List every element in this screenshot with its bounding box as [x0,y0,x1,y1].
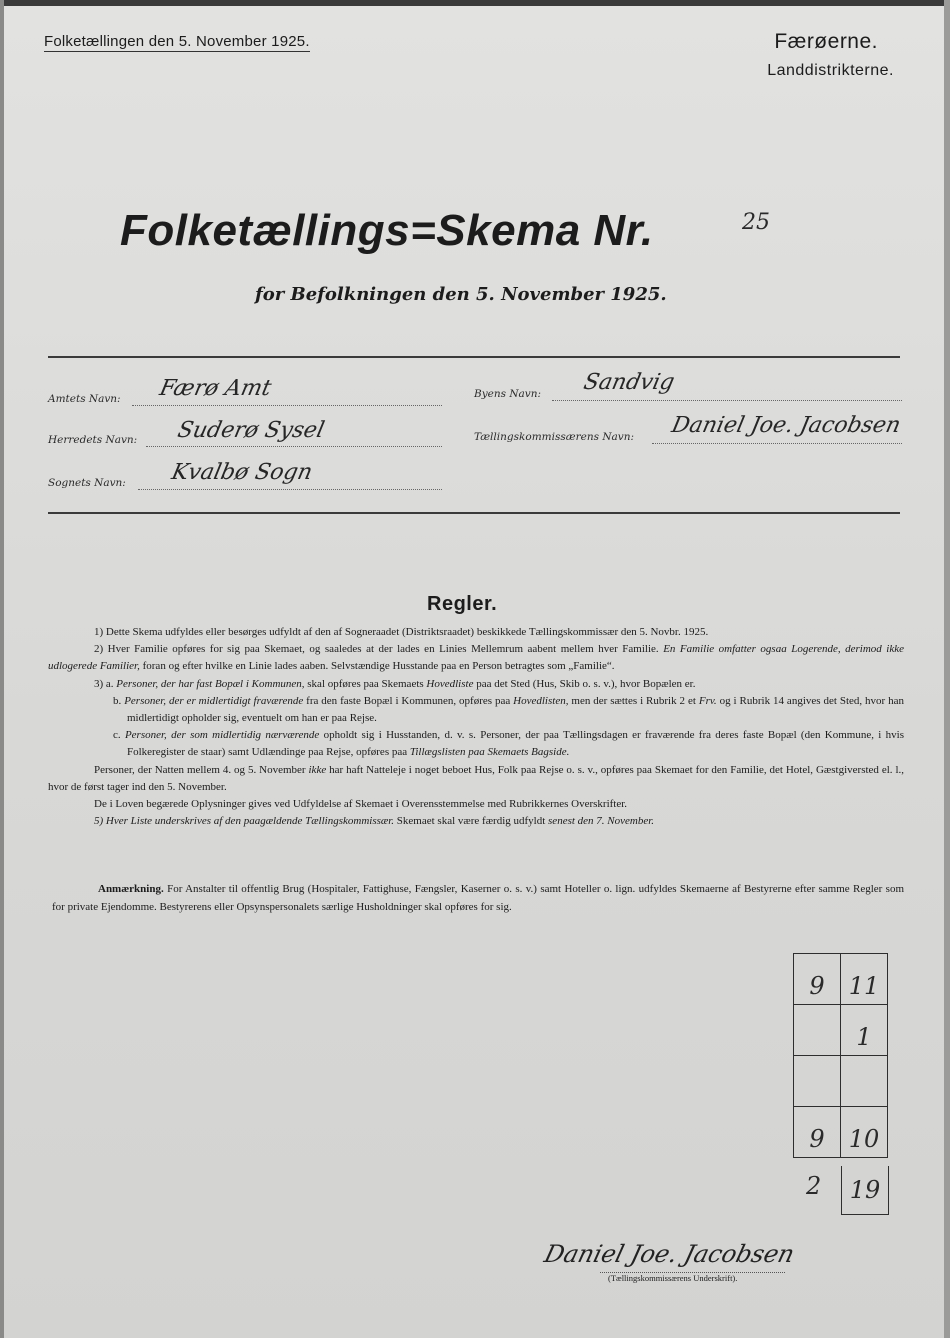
rule-4: Personer, der Natten mellem 4. og 5. November ikke har haft Natteleje i noget beboet Hus, Folk paa Rejse o. s. v., opføres paa Skemaet for den Familie, det Hotel, Gæstgiversted el. l., hvor de først tager ind den 5. November. [48,763,905,793]
tally-row [794,1005,888,1056]
region-header: Færøerne. [774,30,878,53]
rule-6: 5) Hver Liste underskrives af den paagældende Tællingskommissær. Skemaet skal være færdig udfyldt senest den 7. November. [94,815,655,828]
by-line [552,400,902,401]
top-divider [48,356,900,358]
rule-1: 1) Dette Skema udfyldes eller besørges udfyldt af den af Sogneraadet (Distriktsraadet) beskikkede Tællingskommissær den 5. Novbr. 1925. [94,626,709,638]
kommissaer-line [652,443,902,444]
tally-cell [794,1005,841,1056]
kommissaer-label: Tællingskommissærens Navn: [474,431,635,443]
bottom-divider [48,512,900,514]
tally-row [794,1107,888,1158]
by-value: Sandvig [581,370,677,395]
rules-heading: Regler. [427,593,498,615]
form-number-handwritten: 25 [742,210,770,235]
remark-text: For Anstalter til offentlig Brug (Hospitaler, Fattighuse, Fængsler, Kaserner o. s. v.) samt Hoteller o. lign. udfyldes Skemaerne af Bestyrerne efter samme Regler som for private Ejendomme. Bestyrerens eller Opsynspersonalets særlige Husholdninger skal opføres for sig. [52,883,905,913]
amt-label: Amtets Navn: [48,393,121,405]
remark-paragraph [52,881,904,916]
tally-extra-right: 19 [841,1166,889,1215]
tally-cell: 9 [794,954,841,1005]
by-label: Byens Navn: [474,388,542,400]
amt-line [132,405,442,406]
sogn-label: Sognets Navn: [48,477,126,489]
census-date-header: Folketællingen den 5. November 1925. [44,33,310,50]
scan-top-edge [0,0,950,6]
tally-row [794,954,888,1005]
tally-cell: 9 [794,1107,841,1158]
rule-3b: b. Personer, der er midlertidigt fraværende fra den faste Bopæl i Kommunen, opføres paa Hovedlisten, men der sættes i Rubrik 2 et Frv. og i Rubrik 14 angives det Sted, hvor han midlertidigt opholder sig, eventuelt om han er paa Rejse. [113,694,905,725]
form-subtitle: for Befolkningen den 5. November 1925. [255,284,667,305]
kommissaer-value: Daniel Joe. Jacobsen [669,413,903,438]
tally-table [793,953,888,1158]
remark-label: Anmærkning. [98,883,164,895]
tally-extra-left: 2 [806,1172,822,1200]
commissioner-signature: Daniel Joe. Jacobsen [541,1240,798,1268]
tally-cell [841,1056,888,1107]
rule-2: 2) Hver Familie opføres for sig paa Skemaet, og saaledes at der lades en Linies Mellemrum aabent mellem hver Familie. En Familie omfatter ogsaa Logerende, derimod ikke udlogerede Familier, foran og efter hvilke en Linie lades aaben. Selvstændige Husstande paa en Person betragtes som „Familie“. [48,643,904,673]
tally-cell [794,1056,841,1107]
herred-line [146,446,442,447]
tally-cell: 10 [841,1107,888,1158]
herred-label: Herredets Navn: [48,434,138,446]
tally-row [794,1056,888,1107]
amt-value: Færø Amt [157,376,274,401]
rules-body [48,624,904,830]
tally-cell: 11 [841,954,888,1005]
sogn-line [138,489,442,490]
sogn-value: Kvalbø Sogn [169,460,315,485]
tally-cell: 1 [841,1005,888,1056]
district-type-header: Landdistrikterne. [767,62,894,79]
signature-caption: (Tællingskommissærens Underskrift). [608,1273,738,1283]
rule-3a: 3) a. Personer, der har fast Bopæl i Kommunen, skal opføres paa Skemaets Hovedliste paa det Sted (Hus, Skib o. s. v.), hvor Bopælen er. [94,677,696,690]
herred-value: Suderø Sysel [175,418,327,443]
scan-right-edge [944,0,950,1338]
rule-5: De i Loven begærede Oplysninger gives ved Udfyldelse af Skemaet i Overensstemmelse med Rubrikkernes Overskrifter. [94,798,628,811]
form-title: Folketællings=Skema Nr. [120,206,654,255]
rule-3c: c. Personer, der som midlertidig nærværende opholdt sig i Husstanden, d. v. s. Personer, der paa Tællingsdagen er fraværende fra deres faste Bopæl (den Kommune, i hvis Folkeregister de staar) samt Udlændinge paa Rejse, opføres paa Tillægslisten paa Skemaets Bagside. [113,729,904,759]
scan-left-edge [0,0,4,1338]
